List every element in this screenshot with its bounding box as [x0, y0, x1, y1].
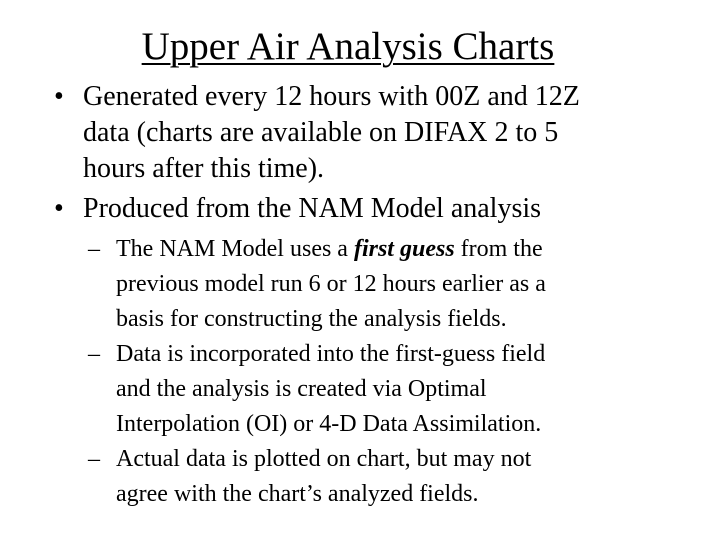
sub-bullet-marker: –: [88, 341, 100, 367]
bullet-marker: •: [54, 193, 64, 224]
sub-bullet-text: The NAM Model uses a: [116, 236, 354, 262]
sub-bullet-item: [0, 232, 636, 337]
slide-title: Upper Air Analysis Charts: [141, 25, 555, 68]
emphasized-term: first guess: [353, 236, 455, 262]
bullet-item: [0, 79, 683, 187]
sub-bullet-item: [0, 442, 636, 512]
sub-bullet-line: agree with the chart’s analyzed fields.: [116, 481, 479, 507]
sub-bullet-list: [0, 232, 720, 512]
bullet-list: [0, 79, 720, 512]
bullet-line: Produced from the NAM Model analysis: [83, 193, 542, 224]
bullet-marker: •: [54, 81, 64, 112]
sub-bullet-line: and the analysis is created via Optimal: [116, 376, 487, 402]
sub-bullet-marker: –: [88, 446, 100, 472]
sub-bullet-text: from the: [454, 236, 543, 262]
sub-bullet-line: Data is incorporated into the first-guess field: [116, 341, 546, 367]
sub-bullet-line: previous model run 6 or 12 hours earlier as a: [116, 271, 546, 297]
bullet-line: Generated every 12 hours with 00Z and 12Z: [83, 81, 580, 112]
sub-bullet-line: Interpolation (OI) or 4-D Data Assimilation.: [116, 411, 542, 437]
bullet-item: [0, 191, 683, 227]
bullet-line: hours after this time).: [83, 153, 325, 184]
sub-bullet-marker: –: [88, 236, 100, 262]
sub-bullet-line: Actual data is plotted on chart, but may not: [116, 446, 532, 472]
sub-bullet-line: basis for constructing the analysis fields.: [116, 306, 507, 332]
bullet-line: data (charts are available on DIFAX 2 to 5: [83, 117, 559, 148]
sub-bullet-item: [0, 337, 636, 442]
